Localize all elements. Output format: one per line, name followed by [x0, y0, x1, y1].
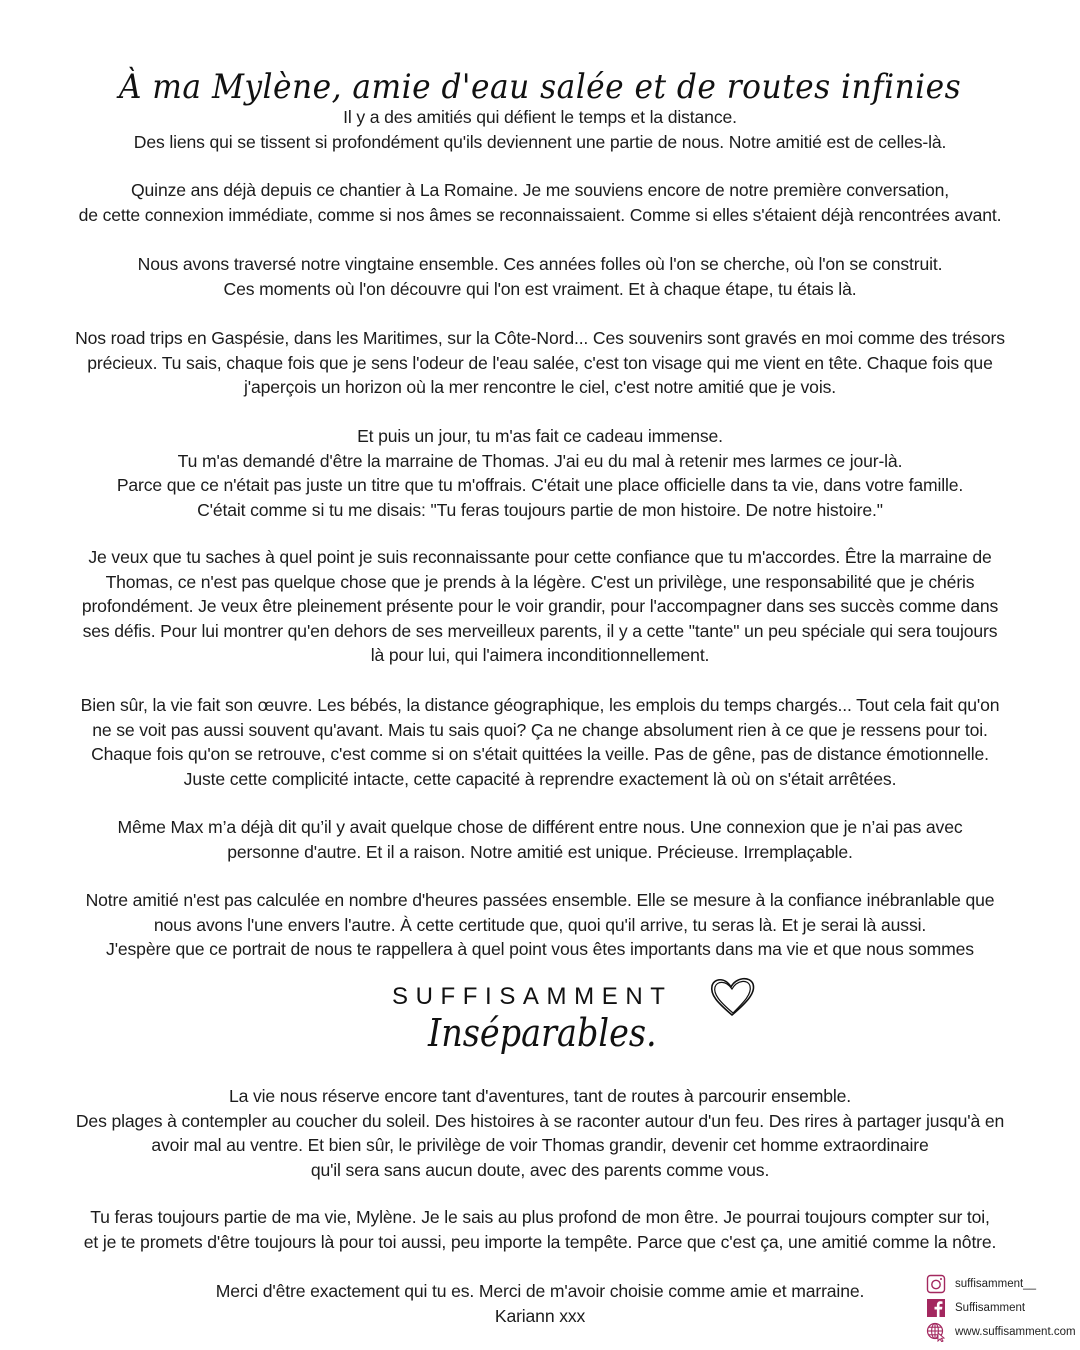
text-line: Ces moments où l'on découvre qui l'on est vraiment. Et à chaque étape, tu étais là. [223, 278, 857, 299]
text-line: Des plages à contempler au coucher du soleil. Des histoires à se raconter autour d'un feu. Des rires à partager jusqu'à en [75, 1110, 1005, 1131]
text-line: J'espère que ce portrait de nous te rappellera à quel point vous êtes importants dans ma vie et que nous sommes [106, 939, 974, 959]
text-line: avoir mal au ventre. Et bien sûr, le privilège de voir Thomas grandir, devenir cet homme extraordinaire [151, 1135, 929, 1155]
instagram-icon [926, 1274, 946, 1294]
signature: Kariann xxx [494, 1305, 586, 1326]
text-line: qu'il sera sans aucun doute, avec des parents comme vous. [310, 1159, 770, 1180]
paragraph-4 [10, 326, 1070, 400]
text-line: Nous avons traversé notre vingtaine ensemble. Ces années folles où l'on se cherche, où l'on se construit. [137, 254, 943, 274]
paragraph-2 [10, 178, 1070, 227]
text-line: Nos road trips en Gaspésie, dans les Maritimes, sur la Côte-Nord... Ces souvenirs sont gravés en moi comme des trésors [75, 328, 1005, 348]
text-line: Quinze ans déjà depuis ce chantier à La Romaine. Je me souviens encore de notre première conversation, [131, 180, 949, 200]
paragraph-9 [10, 888, 1070, 962]
paragraph-10 [10, 1084, 1070, 1182]
website-url: www.suffisamment.com [955, 1326, 1076, 1338]
paragraph-5 [10, 424, 1070, 522]
social-website[interactable] [926, 1320, 1080, 1344]
paragraph-6 [10, 545, 1070, 668]
paragraph-11 [10, 1205, 1070, 1254]
text-line: Il y a des amitiés qui défient le temps et la distance. [343, 107, 737, 127]
text-line: nous avons l'une envers l'autre. À cette certitude que, quoi qu'il arrive, tu seras là. Et je serai là aussi. [153, 914, 927, 935]
text-line: et je te promets d'être toujours là pour toi aussi, peu importe la tempête. Parce que c'est ça, une amitié comme la nôtre. [83, 1231, 997, 1252]
facebook-page: Suffisamment [955, 1302, 1026, 1314]
text-line: Des liens qui se tissent si profondément qu'ils deviennent une partie de nous. Notre amitié est de celles-là. [133, 131, 947, 152]
brand-logo [0, 975, 1080, 1070]
facebook-icon [926, 1298, 946, 1318]
text-line: Je veux que tu saches à quel point je suis reconnaissante pour cette confiance que tu m'accordes. Être la marraine de [88, 547, 992, 567]
closing-signature [0, 1279, 1080, 1328]
text-line: ne se voit pas aussi souvent qu'avant. Mais tu sais quoi? Ça ne change absolument rien à ce que je ressens pour toi. [92, 719, 988, 740]
text-line: ses défis. Pour lui montrer qu'en dehors de ses merveilleux parents, il y a cette "tante" un peu spéciale qui sera toujours [82, 620, 998, 641]
text-line: Thomas, ce n'est pas quelque chose que je prends à la légère. C'est un privilège, une responsabilité que je chéris [105, 571, 975, 592]
text-line: C'était comme si tu me disais: "Tu feras toujours partie de mon histoire. De notre histoire." [197, 499, 883, 520]
social-links [926, 1272, 1080, 1344]
instagram-handle: suffisamment__ [955, 1278, 1036, 1290]
text-line: j'aperçois un horizon où la mer rencontre le ciel, c'est notre amitié que je vois. [244, 377, 836, 397]
text-line: Et puis un jour, tu m'as fait ce cadeau immense. [357, 426, 723, 446]
text-line: Parce que ce n'était pas juste un titre que tu m'offrais. C'était une place officielle dans ta vie, dans votre famille. [116, 475, 964, 495]
heart-icon [708, 975, 756, 1019]
globe-icon [926, 1322, 946, 1342]
text-line: Tu m'as demandé d'être la marraine de Thomas. J'ai eu du mal à retenir mes larmes ce jour-là. [177, 450, 903, 471]
text-line: là pour lui, qui l'aimera inconditionnellement. [370, 645, 710, 665]
text-line: Même Max m’a déjà dit qu’il y avait quelque chose de différent entre nous. Une connexion que je n’ai pas avec [117, 817, 963, 837]
text-line: Chaque fois qu'on se retrouve, c'est comme si on s'était quittées la veille. Pas de gêne, pas de distance émotionnelle. [91, 744, 989, 764]
text-line: La vie nous réserve encore tant d'aventures, tant de routes à parcourir ensemble. [228, 1086, 852, 1106]
paragraph-1 [10, 105, 1070, 154]
social-instagram[interactable] [926, 1272, 1080, 1296]
text-line: Bien sûr, la vie fait son œuvre. Les bébés, la distance géographique, les emplois du temps chargés... Tout cela fait qu'on [80, 695, 1000, 715]
text-line: de cette connexion immédiate, comme si nos âmes se reconnaissaient. Comme si elles s'étaient déjà rencontrées avant. [78, 204, 1002, 225]
text-line: Notre amitié n'est pas calculée en nombre d'heures passées ensemble. Elle se mesure à la confiance inébranlable que [85, 890, 995, 910]
text-line: profondément. Je veux être pleinement présente pour le voir grandir, pour l'accompagner dans ses succès comme dans [81, 596, 999, 616]
letter-title: À ma Mylène, amie d'eau salée et de routes infinies [118, 66, 962, 107]
logo-script: Inséparables. [428, 1011, 657, 1055]
paragraph-8 [10, 815, 1070, 864]
social-facebook[interactable] [926, 1296, 1080, 1320]
paragraph-7 [10, 693, 1070, 791]
paragraph-3 [10, 252, 1070, 301]
text-line: Tu feras toujours partie de ma vie, Mylène. Je le sais au plus profond de mon être. Je pourrai toujours compter sur toi, [90, 1207, 990, 1227]
closing-line: Merci d'être exactement qui tu es. Merci de m'avoir choisie comme amie et marraine. [215, 1281, 865, 1301]
text-line: personne d'autre. Et il a raison. Notre amitié est unique. Précieuse. Irremplaçable. [227, 841, 853, 862]
logo-wordmark: SUFFISAMMENT [392, 983, 673, 1010]
text-line: Juste cette complicité intacte, cette capacité à reprendre exactement là où on s'était arrêtées. [183, 768, 897, 789]
text-line: précieux. Tu sais, chaque fois que je sens l'odeur de l'eau salée, c'est ton visage qui me vient en tête. Chaque fois que [87, 352, 993, 373]
